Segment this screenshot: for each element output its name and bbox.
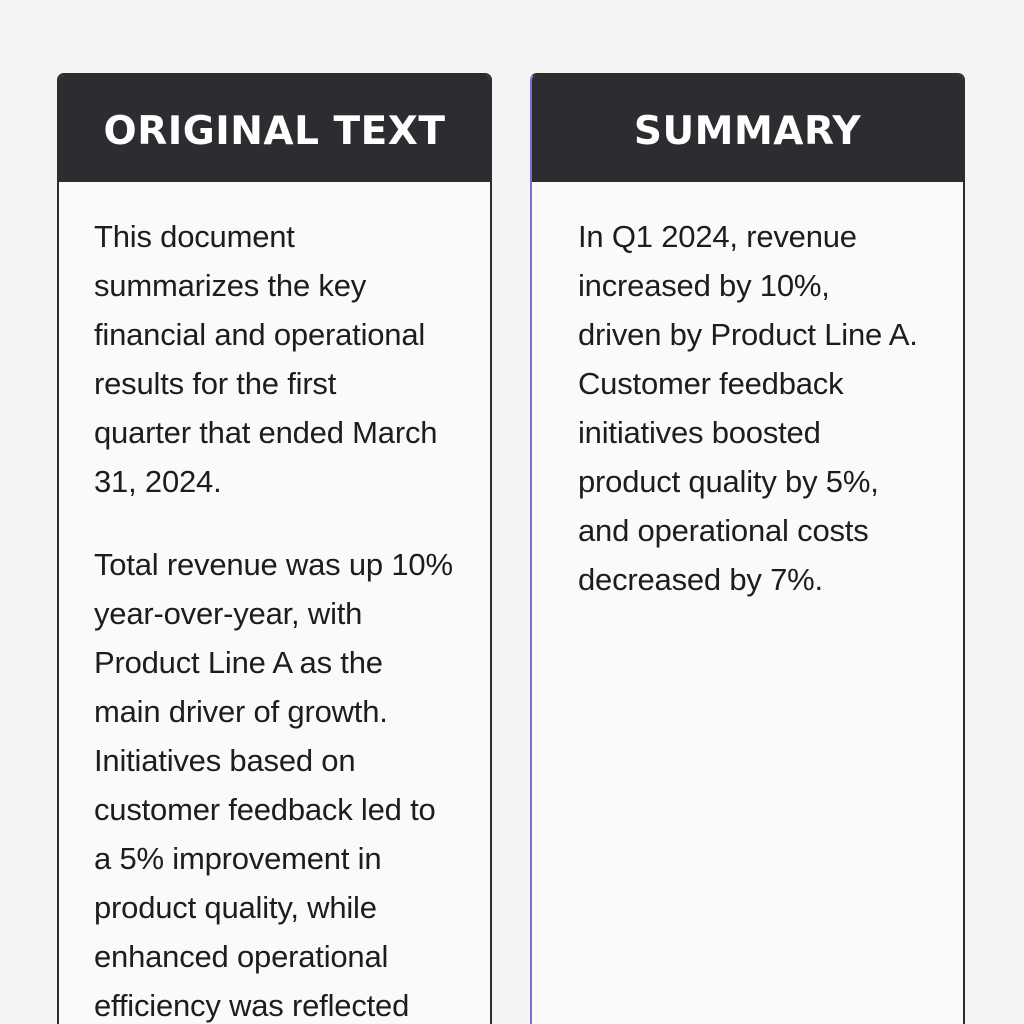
- original-text-panel: [57, 73, 492, 1024]
- text-line: product quality, while: [94, 890, 377, 925]
- text-line: Customer feedback: [578, 366, 844, 401]
- text-line: This document: [94, 219, 295, 254]
- text-line: Product Line A as the: [94, 645, 383, 680]
- original-paragraph-1: [94, 212, 472, 506]
- text-line: Total revenue was up 10%: [94, 547, 453, 582]
- text-line: product quality by 5%,: [578, 464, 879, 499]
- text-line: financial and operational: [94, 317, 426, 352]
- text-line: a 5% improvement in: [94, 841, 382, 876]
- text-line: increased by 10%,: [578, 268, 830, 303]
- summary-header: SUMMARY: [532, 75, 963, 182]
- text-line: Initiatives based on: [94, 743, 356, 778]
- text-line: results for the first: [94, 366, 337, 401]
- text-line: customer feedback led to: [94, 792, 436, 827]
- text-line: summarizes the key: [94, 268, 367, 303]
- text-line: decreased by 7%.: [578, 562, 823, 597]
- text-line: year-over-year, with: [94, 596, 363, 631]
- text-line: main driver of growth.: [94, 694, 388, 729]
- summary-paragraph-1: [578, 212, 953, 604]
- summary-panel: [530, 73, 965, 1024]
- text-line: efficiency was reflected: [94, 988, 410, 1023]
- original-text-header: ORIGINAL TEXT: [59, 75, 490, 182]
- text-line: and operational costs: [578, 513, 869, 548]
- original-text-body[interactable]: [59, 182, 490, 1024]
- original-paragraph-2: [94, 540, 472, 1024]
- text-line: 31, 2024.: [94, 464, 222, 499]
- text-line: quarter that ended March: [94, 415, 438, 450]
- summary-body[interactable]: [532, 182, 963, 604]
- text-line: driven by Product Line A.: [578, 317, 918, 352]
- text-line: In Q1 2024, revenue: [578, 219, 857, 254]
- text-line: initiatives boosted: [578, 415, 821, 450]
- text-line: enhanced operational: [94, 939, 389, 974]
